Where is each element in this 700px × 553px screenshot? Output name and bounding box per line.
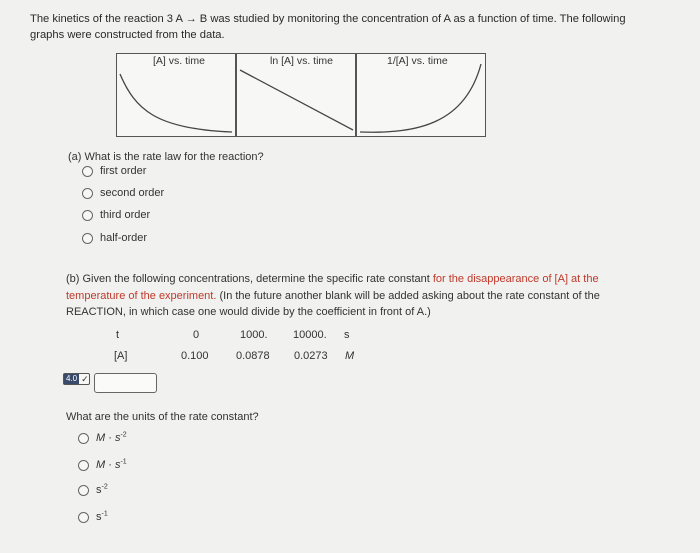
radio-icon[interactable] (82, 166, 93, 177)
radio-icon[interactable] (82, 233, 93, 244)
part-b-question: (b) Given the following concentrations, determine the specific rate constant for the disappearance of [A] at the temperature of the experiment. (In the future another blank will be added asking about the rate constant of the REACTION, in which case one would divide by the coefficient in front of A.) (66, 273, 600, 318)
conc-value: 0.100 (181, 350, 209, 362)
graphs-panel (116, 53, 486, 137)
graph-ln-conc-vs-time (236, 53, 356, 137)
check-icon: ✓ (81, 374, 89, 384)
option-half-order[interactable]: half-order (82, 232, 147, 244)
option-m-s-minus2[interactable]: $M \cdot s^{-2}$ (78, 432, 127, 444)
graph-inv-conc-vs-time (356, 53, 486, 137)
rate-constant-input[interactable] (94, 373, 157, 393)
intro-line-1: The kinetics of the reaction 3 A → B was studied by monitoring the concentration of A as a function of time. The following (30, 13, 626, 25)
graph-curve-ln (237, 54, 355, 136)
units-question: What are the units of the rate constant? (66, 411, 259, 423)
intro-line-2: graphs were constructed from the data. (30, 29, 225, 41)
radio-icon[interactable] (78, 460, 89, 471)
t-label: t (116, 329, 120, 341)
option-s-minus1[interactable]: $s^{-1}$ (78, 511, 108, 523)
conc-label: [A] (114, 350, 128, 362)
graph-conc-vs-time (116, 53, 236, 137)
t-value: 0 (193, 329, 200, 341)
attempt-count: 4.0 (66, 374, 78, 383)
conc-unit: M (345, 350, 355, 362)
option-second-order[interactable]: second order (82, 187, 164, 199)
graph-curve-inv (357, 54, 485, 136)
option-third-order[interactable]: third order (82, 209, 150, 221)
part-a-question: (a) What is the rate law for the reaction? (68, 151, 264, 163)
t-unit: s (344, 329, 350, 341)
option-m-s-minus1[interactable]: $M \cdot s^{-1}$ (78, 459, 127, 471)
t-value: 10000. (293, 329, 327, 341)
graph-curve-conc (117, 54, 235, 136)
graph-title: [A] vs. time (153, 55, 205, 67)
radio-icon[interactable] (78, 512, 89, 523)
t-value: 1000. (240, 329, 268, 341)
graph-title: ln [A] vs. time (270, 55, 334, 67)
conc-value: 0.0273 (294, 350, 328, 362)
option-first-order[interactable]: first order (82, 165, 146, 177)
radio-icon[interactable] (78, 433, 89, 444)
graph-title: 1/[A] vs. time (387, 55, 448, 67)
conc-value: 0.0878 (236, 350, 270, 362)
radio-icon[interactable] (82, 188, 93, 199)
radio-icon[interactable] (82, 210, 93, 221)
problem-intro (30, 11, 680, 43)
radio-icon[interactable] (78, 485, 89, 496)
option-s-minus2[interactable]: $s^{-2}$ (78, 484, 108, 496)
attempt-badge (63, 373, 90, 385)
